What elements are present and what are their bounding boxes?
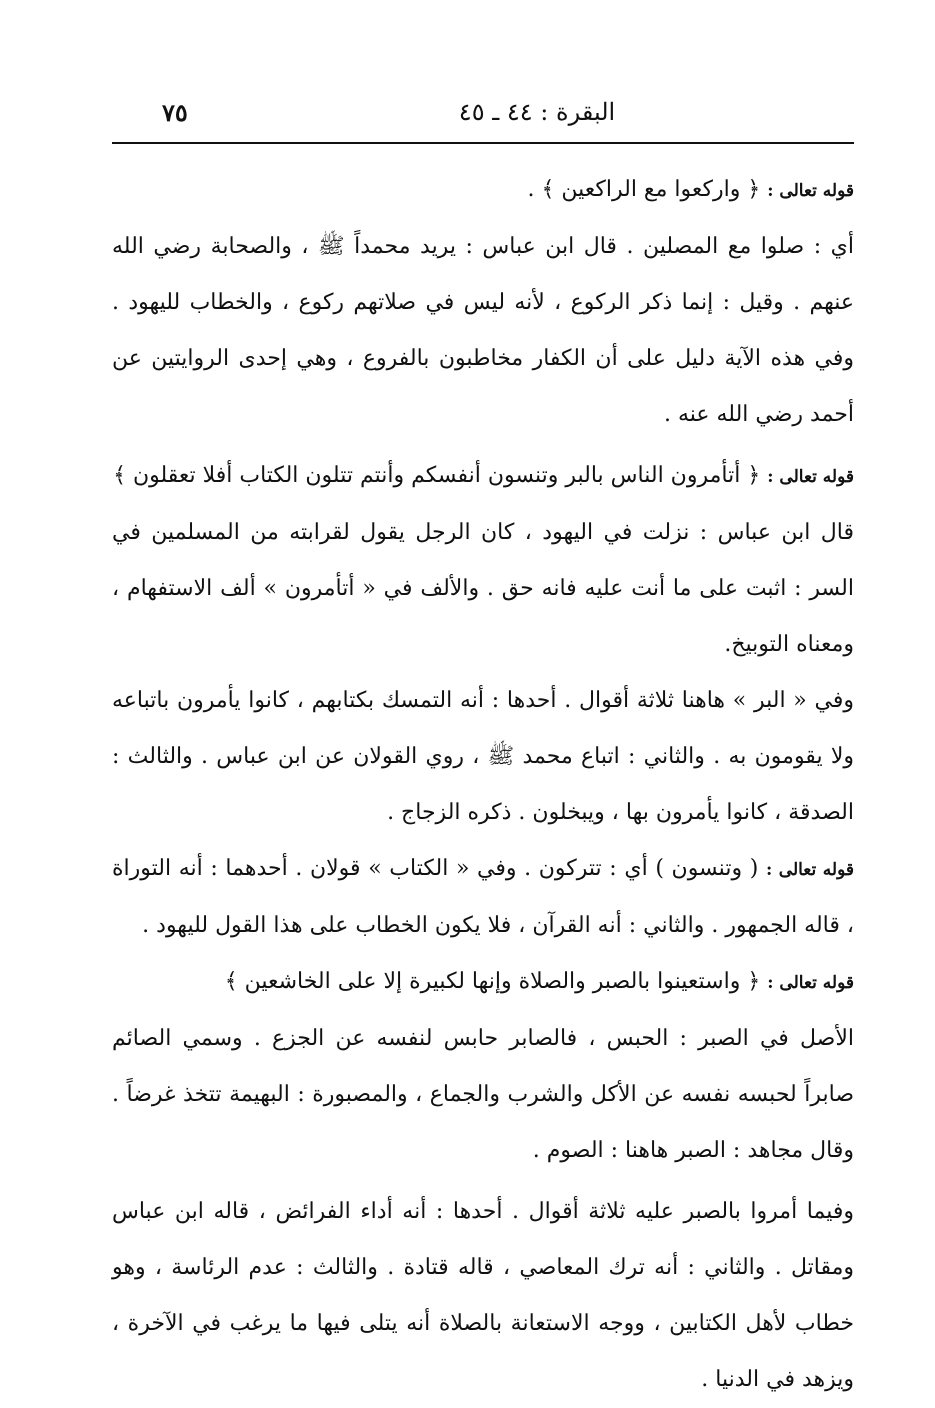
section-label: قوله تعالى : <box>767 181 854 201</box>
verse-heading <box>112 841 854 954</box>
section-label: قوله تعالى : <box>767 973 854 993</box>
paragraph-text: الأصل في الصبر : الحبس ، فالصابر حابس لنفسه عن الجزع . وسمي الصائم صابراً لحبسه نفسه عن الأكل والشرب والجماع ، والمصبورة : البهيمة تتخذ غرضاً . وقال مجاهد : الصبر هاهنا : الصوم . <box>112 1026 854 1163</box>
page-header <box>112 96 854 144</box>
verse-text: ﴿ أتأمرون الناس بالبر وتنسون أنفسكم وأنتم تتلون الكتاب أفلا تعقلون ﴾ <box>113 463 761 488</box>
paragraph-text: قال ابن عباس : نزلت في اليهود ، كان الرجل يقول لقرابته من المسلمين في السر : اثبت على ما أنت عليه فانه حق . والألف في « أتأمرون » ألف الاستفهام ، ومعناه التوبيخ. <box>112 520 854 657</box>
verse-heading <box>112 162 854 219</box>
running-head: البقرة : ٤٤ ـ ٤٥ <box>458 98 616 126</box>
section-label: قوله تعالى : <box>765 860 854 880</box>
paragraph <box>112 219 854 443</box>
paragraph-text: وفي « البر » هاهنا ثلاثة أقوال . أحدها : أنه التمسك بكتابهم ، كانوا يأمرون باتباعه ولا يقومون به . والثاني : اتباع محمد ﷺ ، روي القولان عن ابن عباس . والثالث : الصدقة ، كانوا يأمرون بها ، ويبخلون . ذكره الزجاج . <box>112 688 854 825</box>
verse-text: ( وتنسون ) أي : تتركون . وفي « الكتاب » قولان . أحدهما : أنه التوراة ، قاله الجمهور . والثاني : أنه القرآن ، فلا يكون الخطاب على هذا القول لليهود . <box>112 856 854 938</box>
section-label: قوله تعالى : <box>767 467 854 487</box>
verse-text: ﴿ واستعينوا بالصبر والصلاة وإنها لكبيرة إلا على الخاشعين ﴾ <box>224 969 761 994</box>
paragraph-text: وفيما أمروا بالصبر عليه ثلاثة أقوال . أحدها : أنه أداء الفرائض ، قاله ابن عباس ومقاتل . والثاني : أنه ترك المعاصي ، قاله قتادة . والثالث : عدم الرئاسة ، وهو خطاب لأهل الكتابين ، ووجه الاستعانة بالصلاة أنه يتلى فيها ما يرغب في الآخرة ، ويزهد في الدنيا . <box>112 1199 854 1392</box>
verse-text: ﴿ واركعوا مع الراكعين ﴾ . <box>527 177 761 202</box>
verse-heading <box>112 448 854 505</box>
verse-heading <box>112 954 854 1011</box>
paragraph <box>112 1011 854 1179</box>
paragraph <box>112 1184 854 1408</box>
body-text <box>112 162 854 1408</box>
paragraph-text: أي : صلوا مع المصلين . قال ابن عباس : يريد محمداً ﷺ ، والصحابة رضي الله عنهم . وقيل : إنما ذكر الركوع ، لأنه ليس في صلاتهم ركوع ، والخطاب لليهود . وفي هذه الآية دليل على أن الكفار مخاطبون بالفروع ، وهي إحدى الروايتين عن أحمد رضي الله عنه . <box>112 234 854 427</box>
paragraph <box>112 673 854 841</box>
paragraph <box>112 505 854 673</box>
page-number: ٧٥ <box>162 98 188 127</box>
